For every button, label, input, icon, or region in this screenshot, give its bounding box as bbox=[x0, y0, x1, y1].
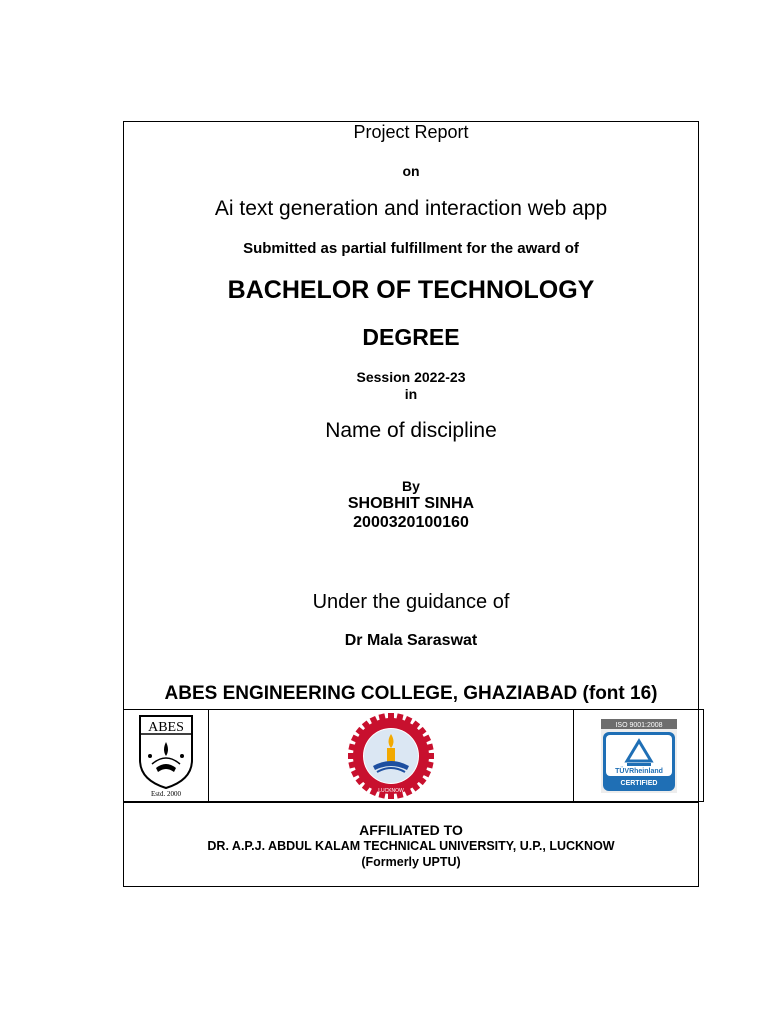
roll-number: 2000320100160 bbox=[353, 514, 469, 531]
abes-logo-text: ABES bbox=[148, 719, 184, 735]
report-heading: Project Report bbox=[353, 122, 469, 142]
abes-logo bbox=[134, 714, 198, 798]
by-text: By bbox=[402, 478, 420, 494]
tuv-certified-icon bbox=[601, 719, 677, 793]
guide-name: Dr Mala Saraswat bbox=[344, 632, 478, 649]
student-name: SHOBHIT SINHA bbox=[347, 495, 475, 512]
on-text: on bbox=[402, 163, 420, 179]
degree-line-1: BACHELOR OF TECHNOLOGY bbox=[227, 276, 595, 304]
project-title: Ai text generation and interaction web app bbox=[214, 197, 608, 220]
abes-logo-cell bbox=[124, 710, 209, 801]
tuv-label: TÜVRheinland bbox=[614, 767, 663, 775]
aktu-logo-cell bbox=[209, 710, 574, 801]
abes-est-text: Estd. 2000 bbox=[151, 789, 181, 798]
iso-label: ISO 9001:2008 bbox=[614, 721, 663, 729]
affiliated-label: AFFILIATED TO bbox=[359, 822, 463, 838]
aktu-seal-icon bbox=[344, 710, 438, 802]
in-text: in bbox=[404, 386, 418, 402]
section-divider bbox=[123, 802, 699, 803]
discipline-text: Name of discipline bbox=[325, 419, 497, 442]
aktu-ring-text: LUCKNOW bbox=[378, 787, 404, 794]
session-text: Session 2022-23 bbox=[356, 369, 466, 385]
certified-label: CERTIFIED bbox=[620, 779, 657, 787]
guidance-label: Under the guidance of bbox=[312, 591, 510, 613]
college-line: ABES ENGINEERING COLLEGE, GHAZIABAD (font 16) bbox=[164, 683, 658, 704]
formerly-text: (Formerly UPTU) bbox=[361, 855, 461, 869]
iso-logo-cell bbox=[574, 710, 703, 801]
university-name: DR. A.P.J. ABDUL KALAM TECHNICAL UNIVERSITY, U.P., LUCKNOW bbox=[207, 839, 615, 853]
logo-strip bbox=[123, 709, 704, 802]
degree-line-2: DEGREE bbox=[362, 324, 460, 350]
submitted-text: Submitted as partial fulfillment for the award of bbox=[243, 240, 579, 257]
